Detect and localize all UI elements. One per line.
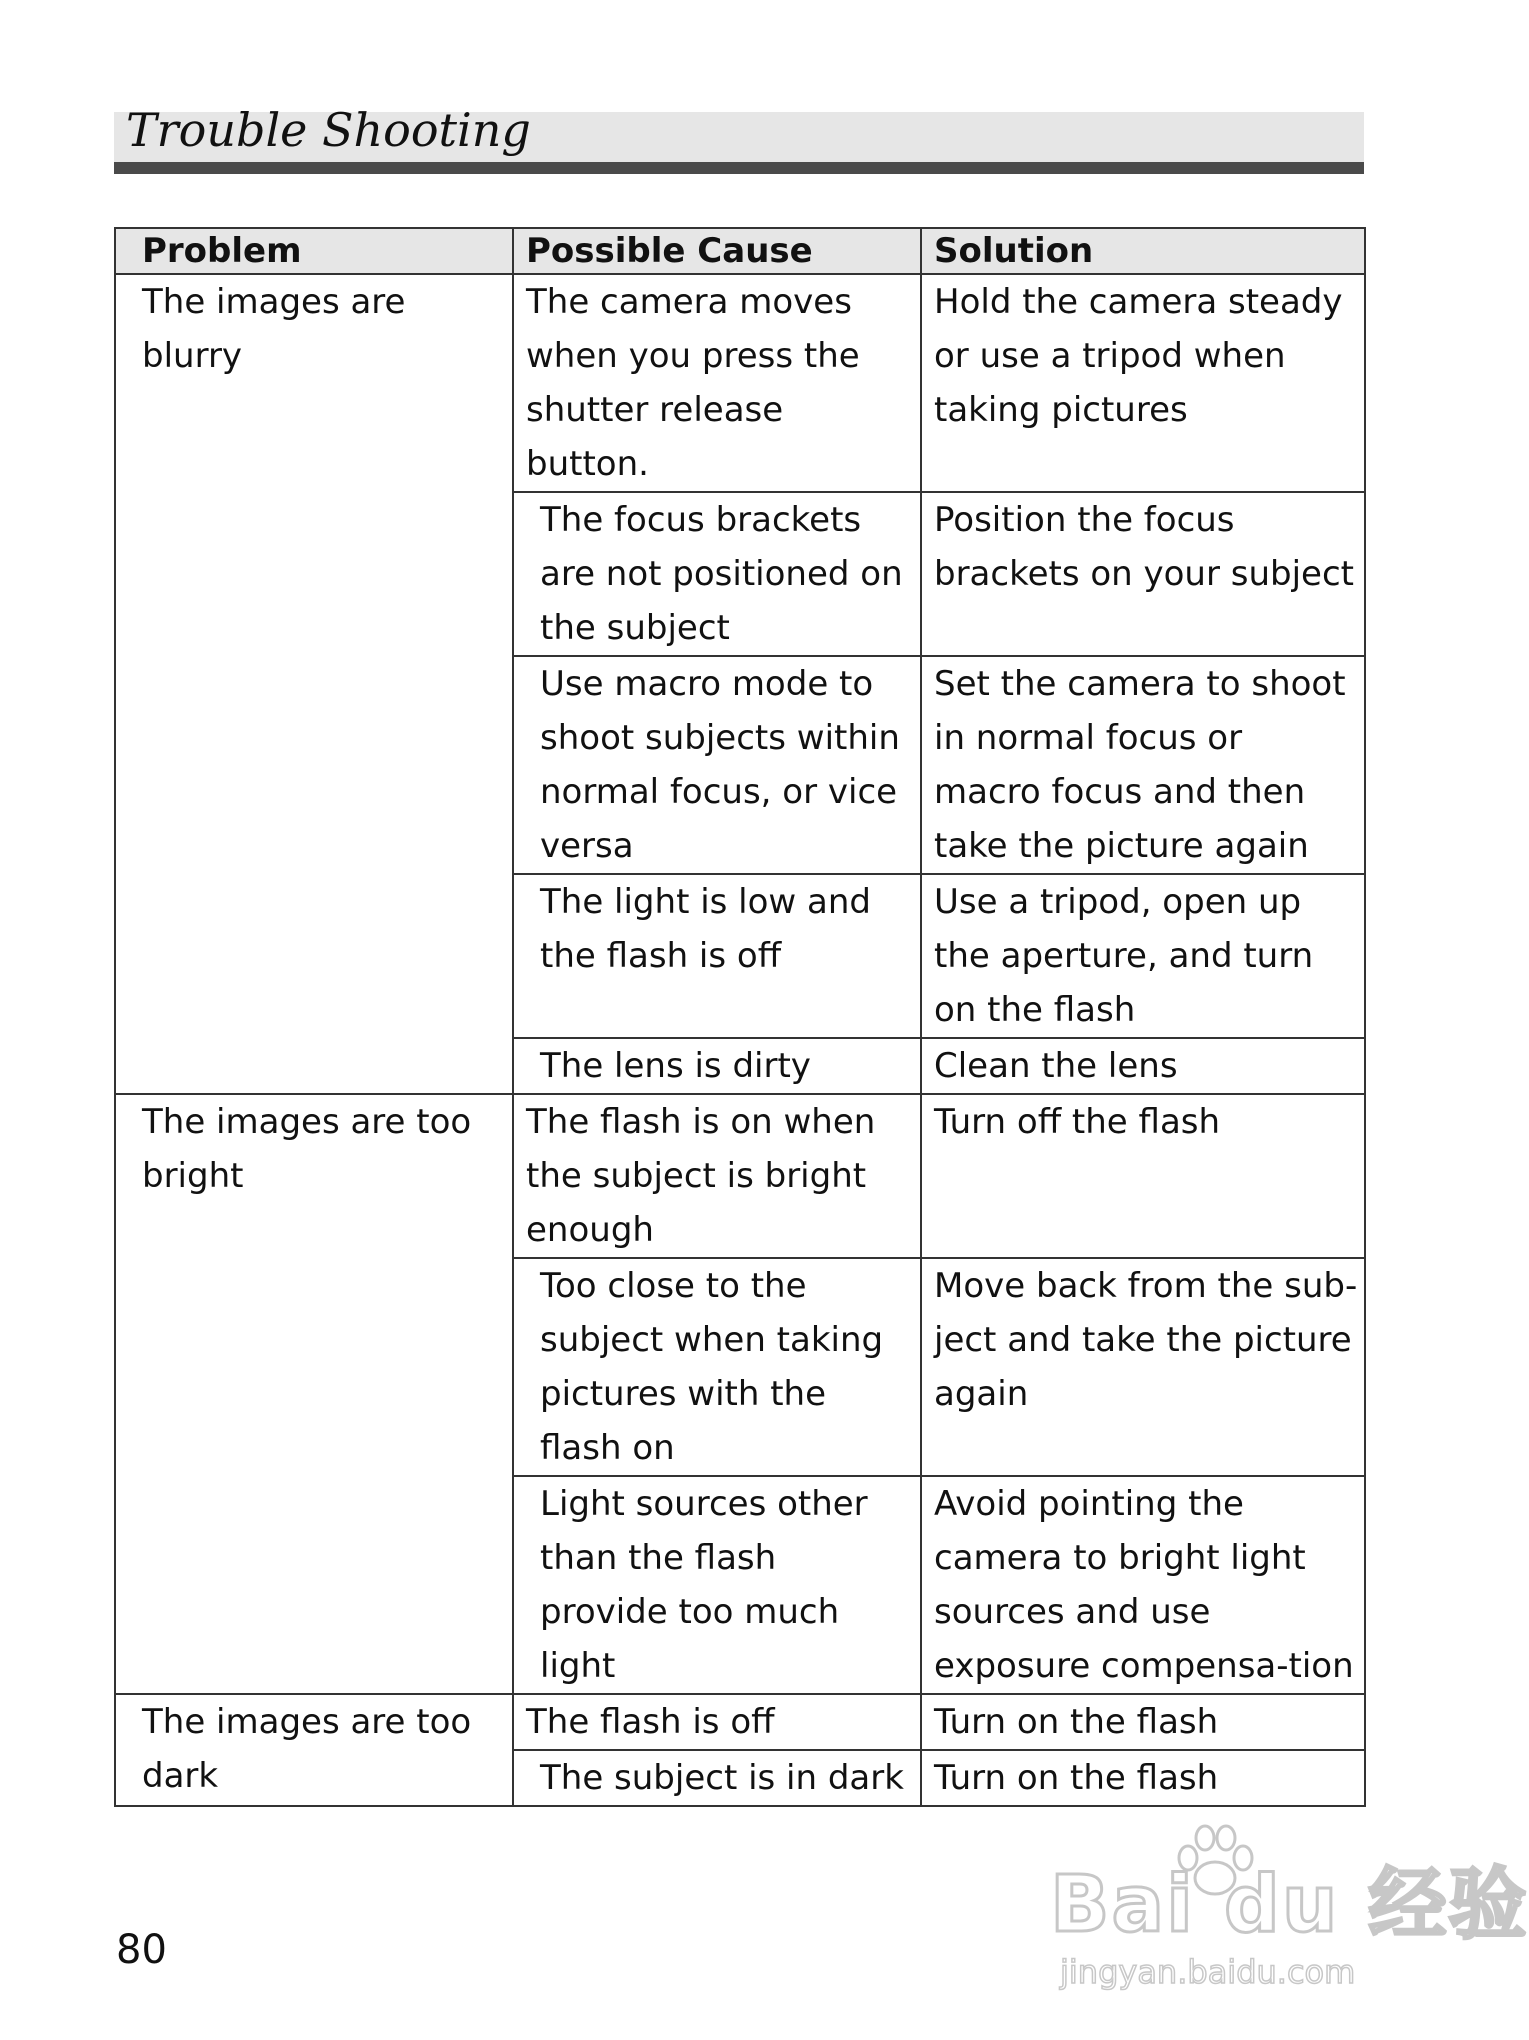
solution-cell: Turn on the flash [921,1694,1365,1750]
cause-cell: The light is low and the flash is off [513,874,921,1038]
cause-cell: Light sources other than the flash provide too much light [513,1476,921,1694]
column-header-problem: Problem [115,228,513,274]
solution-cell: Position the focus brackets on your subject [921,492,1365,656]
cause-cell: The flash is on when the subject is bright enough [513,1094,921,1258]
solution-cell: Move back from the sub-ject and take the picture again [921,1258,1365,1476]
cause-cell: The lens is dirty [513,1038,921,1094]
solution-cell: Avoid pointing the camera to bright light sources and use exposure compensa-tion [921,1476,1365,1694]
column-header-solution: Solution [921,228,1365,274]
header-rule [114,162,1364,174]
solution-cell: Clean the lens [921,1038,1365,1094]
problem-cell: The images are too bright [115,1094,513,1694]
table-row [115,1094,1365,1258]
solution-cell: Turn off the flash [921,1094,1365,1258]
cause-cell: The focus brackets are not positioned on the subject [513,492,921,656]
table-header-row [115,228,1365,274]
table-row [115,274,1365,492]
problem-cell: The images are too dark [115,1694,513,1806]
solution-cell: Hold the camera steady or use a tripod when taking pictures [921,274,1365,492]
page-title: Trouble Shooting [126,103,531,157]
watermark-logo-text: Bai du 经验 [1050,1860,1529,1950]
column-header-cause: Possible Cause [513,228,921,274]
table-row [115,1694,1365,1750]
solution-cell: Set the camera to shoot in normal focus or macro focus and then take the picture again [921,656,1365,874]
baidu-watermark [1040,1820,1529,2000]
solution-cell: Turn on the flash [921,1750,1365,1806]
cause-cell: The camera moves when you press the shutter release button. [513,274,921,492]
problem-cell: The images are blurry [115,274,513,1094]
troubleshooting-table [114,227,1366,1807]
cause-cell: Too close to the subject when taking pictures with the flash on [513,1258,921,1476]
cause-cell: Use macro mode to shoot subjects within normal focus, or vice versa [513,656,921,874]
cause-cell: The subject is in dark [513,1750,921,1806]
page-number: 80 [116,1927,167,1973]
cause-cell: The flash is off [513,1694,921,1750]
watermark-url: jingyan.baidu.com [1060,1953,1356,1991]
solution-cell: Use a tripod, open up the aperture, and turn on the flash [921,874,1365,1038]
